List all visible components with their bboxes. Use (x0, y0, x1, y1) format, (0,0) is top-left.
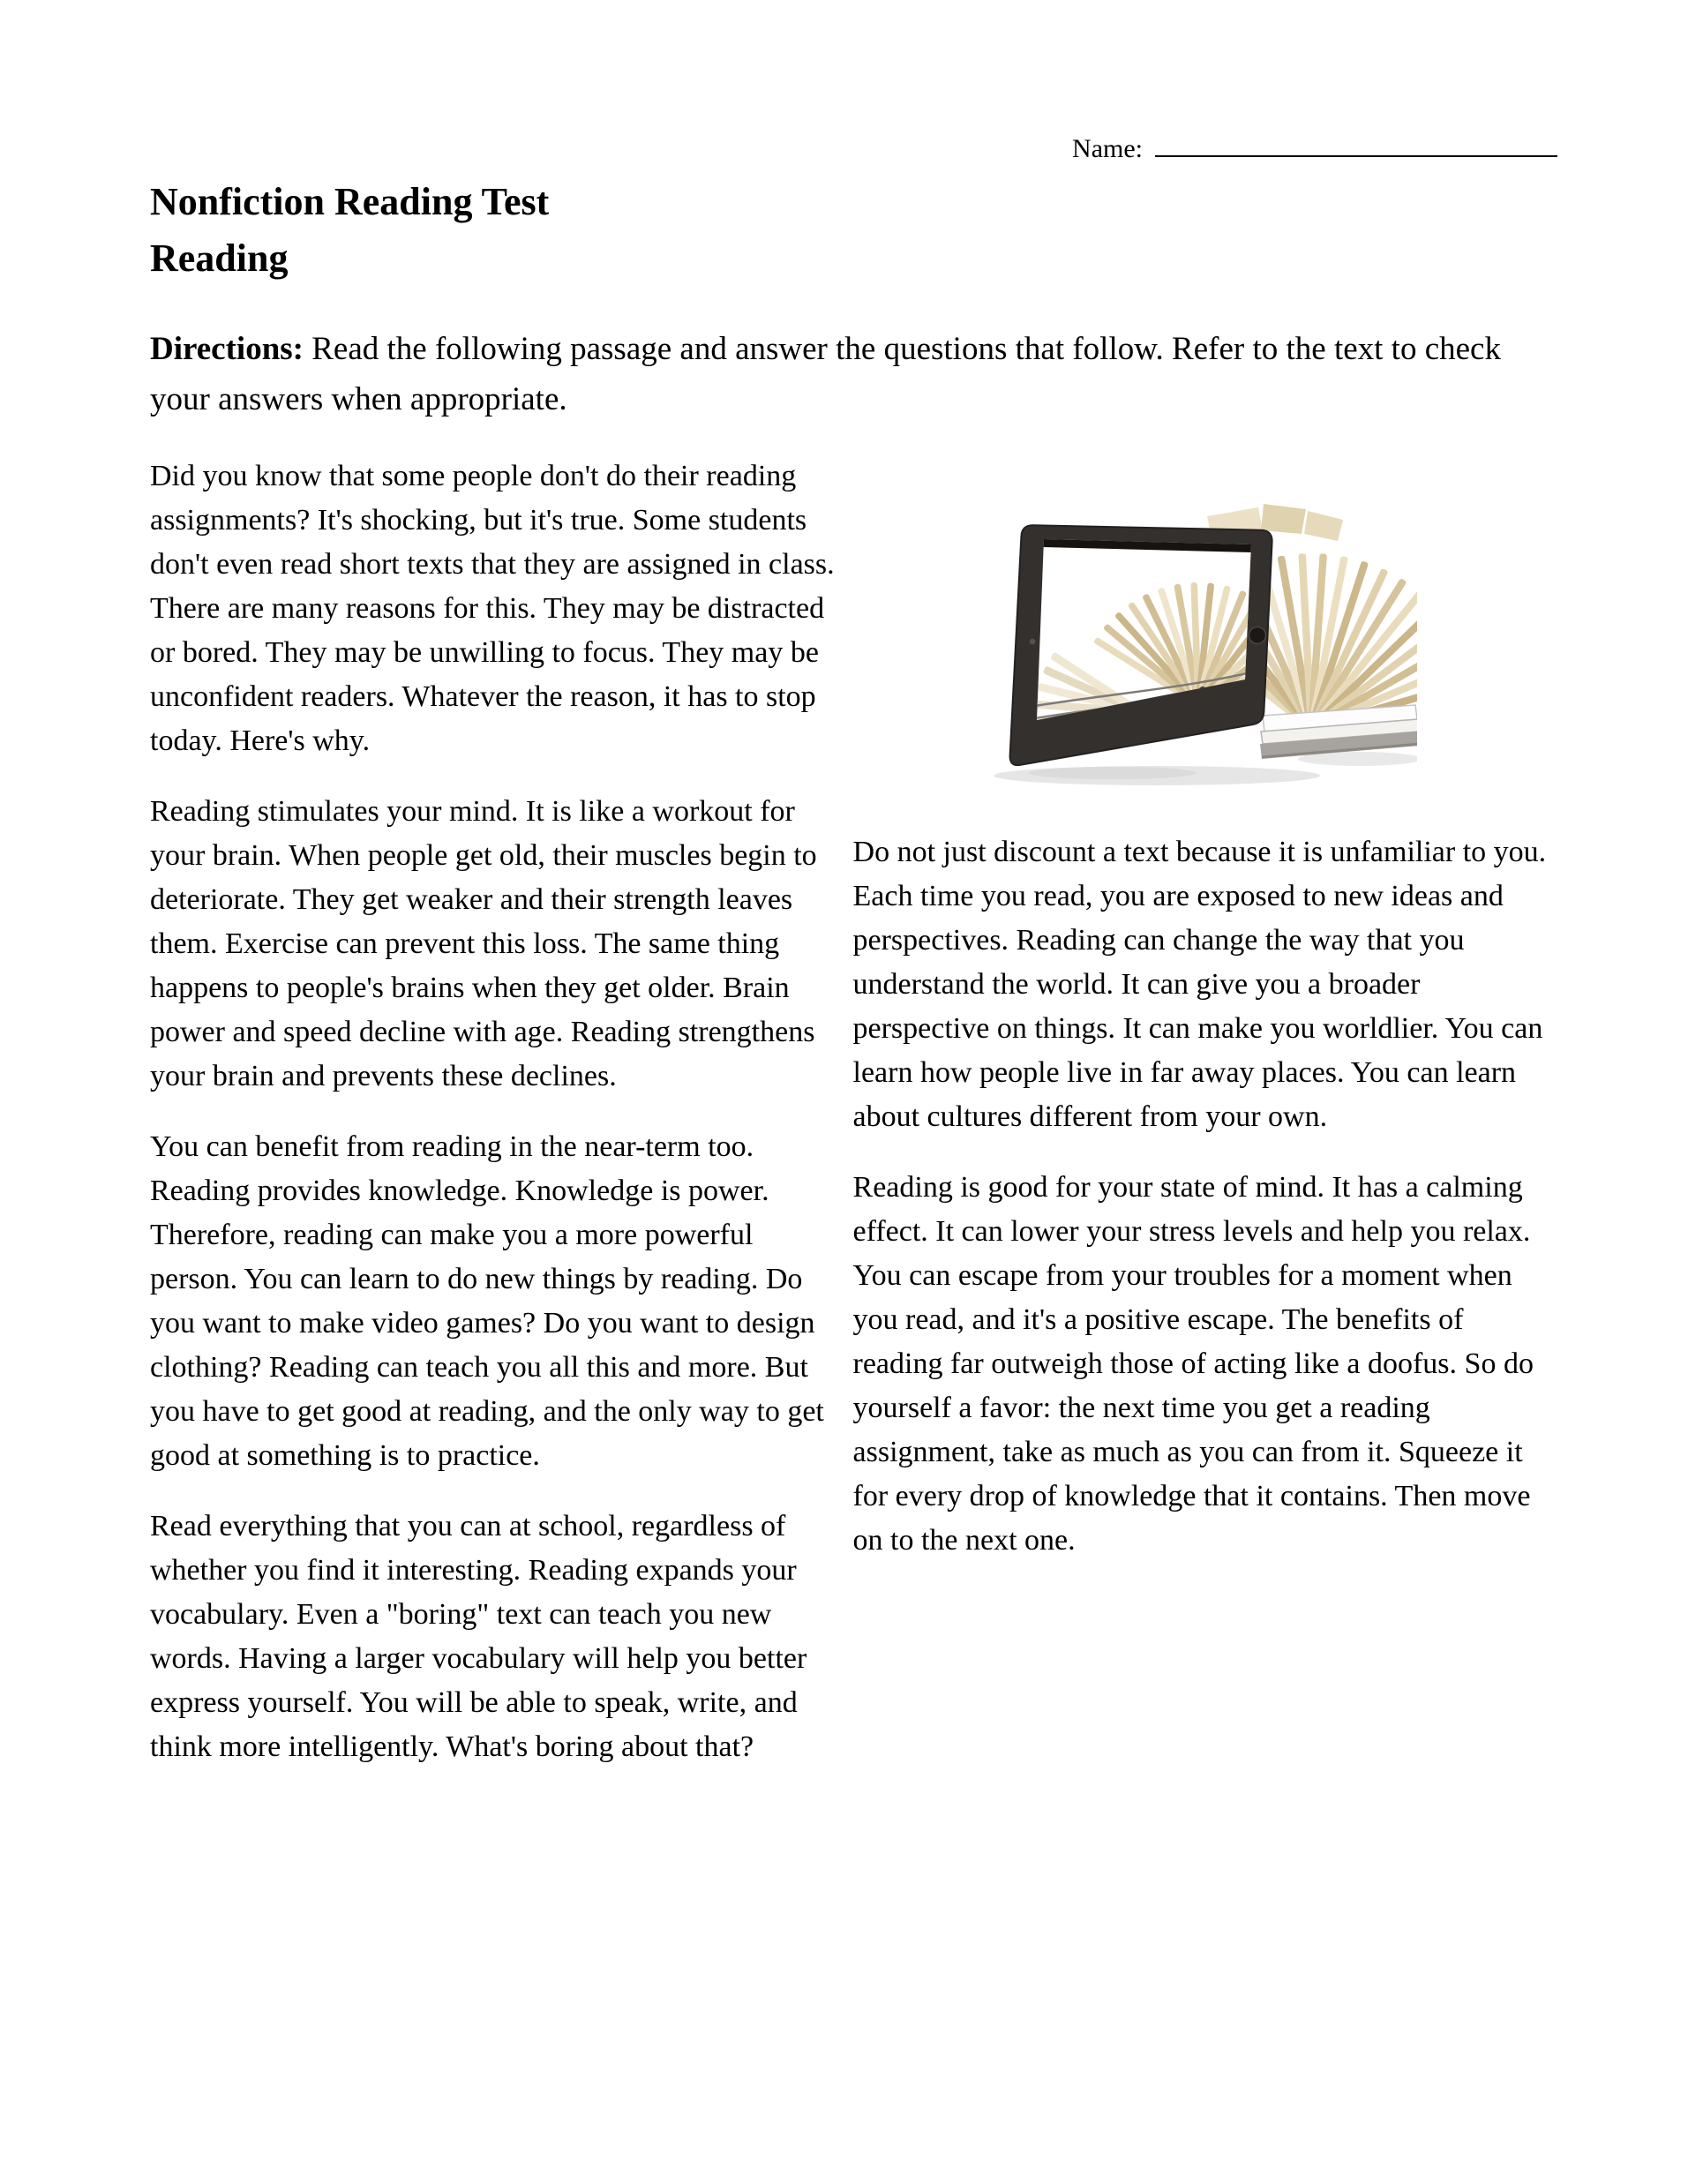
passage-columns (150, 454, 1557, 1796)
page-subtitle: Reading (150, 236, 289, 280)
passage-paragraph-6: Reading is good for your state of mind. It has a calming effect. It can lower your stress levels and help you relax. You can escape from your troubles for a moment when you read, and it's a positive escape. The benefits of reading far outweigh those of acting like a doofus. So do yourself a favor: the next time you get a reading assignment, take as much as you can from it. Squeeze it for every drop of knowledge that it contains. Then move on to the next one. (852, 1171, 1534, 1557)
passage-paragraph-4: Read everything that you can at school, regardless of whether you find it interesting. Reading expands your vocabulary. Even a "boring" text can teach you new words. Having a larger vocabulary will help you better express yourself. You will be able to speak, write, and think more intelligently. What's boring about that? (150, 1510, 807, 1763)
home-button-icon (1249, 627, 1265, 644)
tablet-shadow-dark (1029, 767, 1197, 779)
camera-icon (1029, 639, 1035, 645)
name-blank-line (1155, 124, 1557, 157)
passage-paragraph-2: Reading stimulates your mind. It is like a workout for your brain. When people get old, their muscles begin to deteriorate. They get weaker and their strength leaves them. Exercise can prevent this loss. The same thing happens to people's brains when they get older. Brain power and speed decline with age. Reading strengthens your brain and prevents these declines. (150, 795, 817, 1092)
passage-paragraph-5: Do not just discount a text because it is unfamiliar to you. Each time you read, you are exposed to new ideas and perspectives. Reading can change the way that you understand the world. It can give you a broader perspective on things. It can make you worldlier. You can learn how people live in far away places. You can learn about cultures different from your own. (852, 836, 1547, 1133)
passage-paragraph-1: Did you know that some people don't do their reading assignments? It's shocking, but it's true. Some students don't even read short texts that they are assigned in class. There are many reasons for this. They may be distracted or bored. They may be unwilling to focus. They may be unconfident readers. Whatever the reason, it has to stop today. Here's why. (150, 460, 835, 757)
directions-text: Read the following passage and answer the questions that follow. Refer to the text to check your answers when appropriate. (150, 331, 1501, 417)
tablet-books-illustration (994, 490, 1417, 790)
directions-label: Directions: (150, 331, 304, 367)
passage-paragraph-3: You can benefit from reading in the near-term too. Reading provides knowledge. Knowledge is power. Therefore, reading can make you a more powerful person. You can learn to do new things by reading. Do you want to make video games? Do you want to design clothing? Reading can teach you all this and more. But you have to get good at reading, and the only way to get good at something is to practice. (150, 1130, 824, 1472)
name-row (150, 124, 1557, 169)
back-book-stack (1260, 705, 1417, 759)
left-column (150, 454, 836, 1796)
tablet-books-photo (994, 490, 1417, 790)
page-title: Nonfiction Reading Test (150, 180, 550, 223)
name-label: Name: (1072, 134, 1143, 163)
directions (150, 324, 1557, 424)
right-column (853, 454, 1557, 1796)
